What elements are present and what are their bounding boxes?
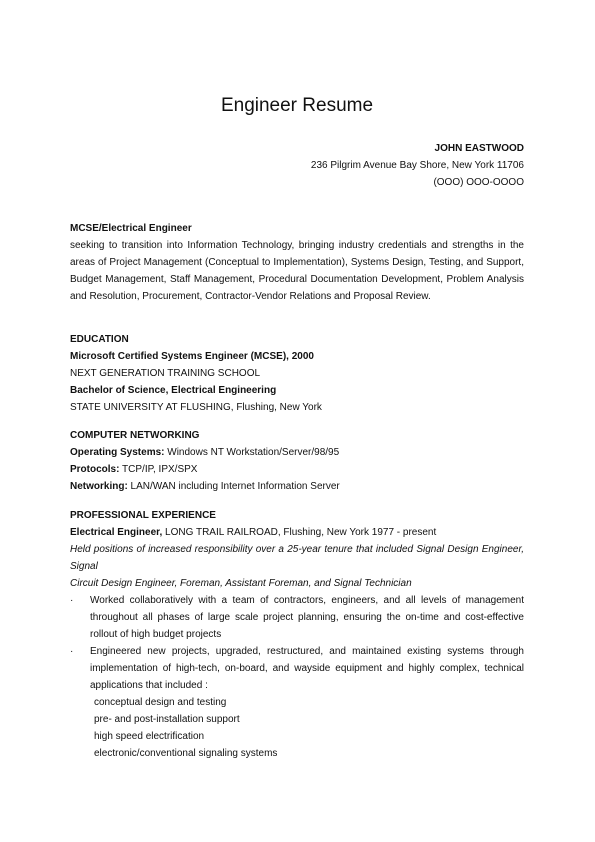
positions-line: Held positions of increased responsibility over a 25-year tenure that included Signal Design Engineer, Signal (70, 544, 524, 572)
list-item (70, 592, 524, 643)
education-degree: Bachelor of Science, Electrical Engineering (70, 385, 277, 396)
sub-list-item: conceptual design and testing (94, 697, 227, 708)
contact-phone: (OOO) OOO-OOOO (433, 177, 524, 188)
job-title: Electrical Engineer, (70, 527, 163, 538)
networking-value: LAN/WAN including Internet Information Server (127, 481, 340, 492)
sub-list-item: electronic/conventional signaling systems (94, 748, 278, 759)
networking-heading: COMPUTER NETWORKING (70, 430, 200, 441)
networking-value: TCP/IP, IPX/SPX (119, 464, 198, 475)
education-heading: EDUCATION (70, 334, 129, 345)
document-title: Engineer Resume (220, 95, 374, 116)
contact-block (311, 140, 524, 191)
summary-text: seeking to transition into Information Technology, bringing industry credentials and strengths in the areas of Project Management (Conceptual to Implementation), Systems Design, Testing, and Support, Budget Management, Staff Management, Procedural Documentation Development, Problem Analysis and Resolution, Procurement, Contractor-Vendor Relations and Proposal Review. (70, 240, 524, 302)
networking-value: Windows NT Workstation/Server/98/95 (164, 447, 340, 458)
education-school: NEXT GENERATION TRAINING SCHOOL (70, 368, 261, 379)
bullet-text: Worked collaboratively with a team of contractors, engineers, and all levels of management throughout all phases of large scale project planning, ensuring the on-time and cost-effective rollout of high budget projects (90, 595, 524, 640)
resume-page (70, 0, 524, 842)
education-section (70, 331, 524, 416)
experience-section (70, 507, 524, 762)
summary-section (70, 220, 524, 305)
bullet-text: Engineered new projects, upgraded, restructured, and maintained existing systems through implementation of high-tech, on-board, and wayside equipment and highly complex, technical applications that included : (90, 646, 524, 691)
bullet-icon: · (70, 595, 74, 606)
networking-item (70, 478, 524, 495)
education-degree: Microsoft Certified Systems Engineer (MCSE), 2000 (70, 351, 314, 362)
summary-heading: MCSE/Electrical Engineer (70, 223, 192, 234)
sub-list-item: high speed electrification (94, 731, 205, 742)
contact-address: 236 Pilgrim Avenue Bay Shore, New York 11706 (310, 160, 524, 171)
job-header (70, 524, 524, 541)
positions-line: Circuit Design Engineer, Foreman, Assistant Foreman, and Signal Technician (70, 578, 412, 589)
bullet-icon: · (70, 646, 74, 657)
experience-heading: PROFESSIONAL EXPERIENCE (70, 510, 216, 521)
networking-item (70, 461, 524, 478)
networking-item (70, 444, 524, 461)
job-detail: LONG TRAIL RAILROAD, Flushing, New York 1977 - present (162, 527, 437, 538)
networking-label: Networking: (70, 481, 128, 492)
experience-bullets (70, 592, 524, 762)
networking-label: Operating Systems: (70, 447, 165, 458)
education-school: STATE UNIVERSITY AT FLUSHING, Flushing, New York (70, 402, 322, 413)
networking-section (70, 427, 524, 495)
sub-list-item: pre- and post-installation support (94, 714, 240, 725)
contact-name: JOHN EASTWOOD (434, 143, 524, 154)
networking-label: Protocols: (70, 464, 120, 475)
sub-list (90, 694, 524, 762)
list-item (70, 643, 524, 762)
